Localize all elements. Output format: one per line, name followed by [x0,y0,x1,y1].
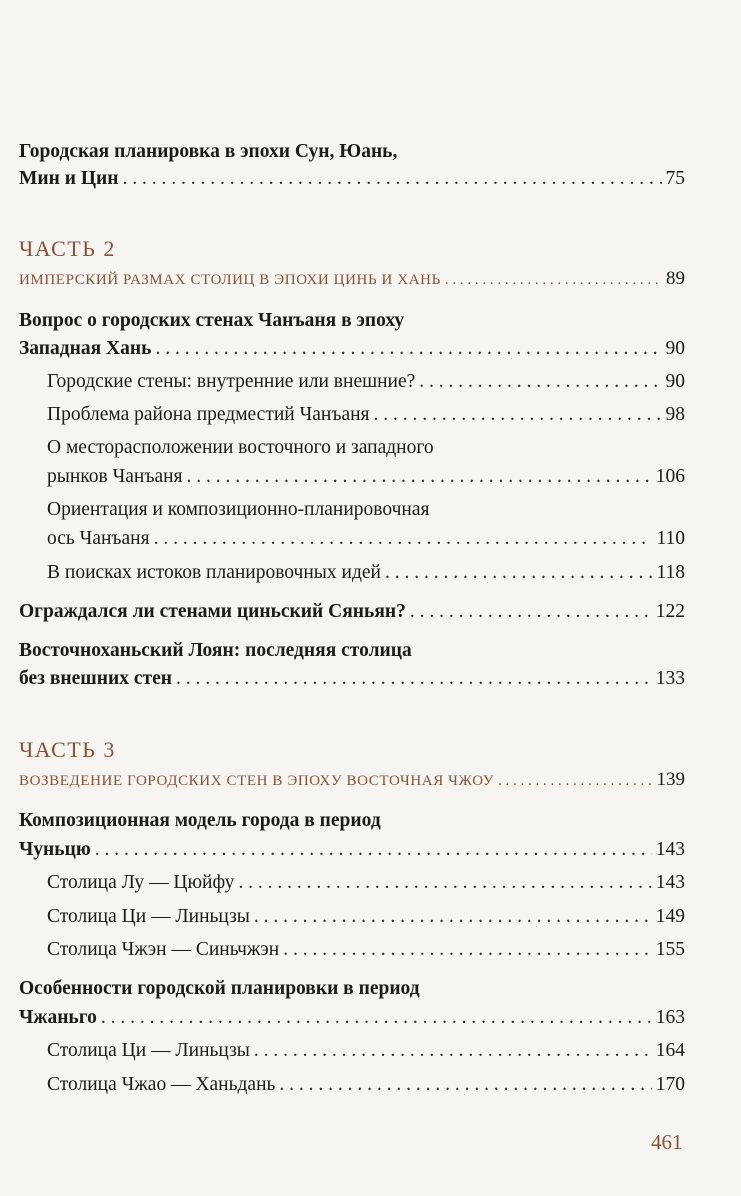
dot-leader [155,337,661,361]
part-title-row [19,268,685,290]
dot-leader [176,667,652,691]
toc-entry-line [19,309,685,333]
toc-entry-title: Ограждался ли стенами циньский Сяньян? [19,601,406,622]
toc-entry-title: Западная Хань [19,338,152,359]
toc-entry-title: Столица Ци — Линьцзы [47,1040,250,1061]
toc-page-number: 75 [665,168,685,189]
toc-entry-line [47,498,685,522]
toc-page-number: 149 [655,906,685,927]
toc-entry-line [19,809,685,833]
toc-page-number: 143 [655,839,685,860]
toc-entry-line [47,938,685,962]
toc-entry-title: ось Чанъаня [47,528,150,549]
toc-entry-title: Особенности городской планировки в период [19,978,420,999]
part-title: ИМПЕРСКИЙ РАЗМАХ СТОЛИЦ В ЭПОХИ ЦИНЬ И ХАНЬ [19,272,441,288]
dot-leader [385,561,653,585]
toc-entry-title: Восточноханьский Лоян: последняя столица [19,640,412,661]
dot-leader [238,871,651,895]
toc-entry-line [19,600,685,624]
toc-page-number: 89 [666,268,685,289]
dot-leader [254,1039,652,1063]
toc-entry-line [47,871,685,895]
toc-entry-title: рынков Чанъаня [47,466,183,487]
toc-entry-line [19,977,685,1001]
toc-entry-title: Городская планировка в эпохи Сун, Юань, [19,141,398,162]
toc-entry-line [19,140,685,164]
toc-page-number: 118 [656,562,685,583]
toc-entry-title: О месторасположении восточного и западного [47,437,434,458]
toc-entry-line [47,1039,685,1063]
toc-entry-title: Столица Лу — Цюйфу [47,872,235,893]
toc-entry-line [47,465,685,489]
part-title: ВОЗВЕДЕНИЕ ГОРОДСКИХ СТЕН В ЭПОХУ ВОСТОЧНАЯ ЧЖОУ [19,773,494,789]
toc-page-number: 90 [665,338,685,359]
toc-page-number: 139 [656,769,685,790]
dot-leader [498,773,653,790]
dot-leader [95,838,652,862]
toc-page-number: 164 [655,1040,685,1061]
dot-leader [254,905,652,929]
toc-entry-title: Столица Ци — Линьцзы [47,906,250,927]
toc-entry-title: без внешних стен [19,668,172,689]
toc-entry-title: Столица Чжао — Ханьдань [47,1074,276,1095]
toc-page-number: 163 [655,1007,685,1028]
toc-entry-title: Ориентация и композиционно-планировочная [47,499,430,520]
toc-entry-title: Вопрос о городских стенах Чанъаня в эпоху [19,310,405,331]
toc-entry-line [19,337,685,361]
part-label: ЧАСТЬ 2 [19,236,116,261]
toc-entry-line [47,561,685,585]
toc-entry-title: Чуньцю [19,839,91,860]
toc-page-number: 133 [655,668,685,689]
toc-entry-title: Композиционная модель города в период [19,810,381,831]
toc-page-number: 143 [655,872,685,893]
dot-leader [187,465,652,489]
dot-leader [445,272,662,289]
toc-page-number: 90 [665,371,685,392]
toc-entry-line [19,838,685,862]
dot-leader [374,403,662,427]
dot-leader [123,167,662,191]
dot-leader [419,370,661,394]
toc-entry-title: Мин и Цин [19,168,119,189]
dot-leader [283,938,652,962]
toc-entry-line [47,436,685,460]
toc-entry-line [47,1073,685,1097]
toc-page-number: 98 [665,404,685,425]
toc-entry-line [19,667,685,691]
toc-entry-line [19,1006,685,1030]
toc-entry-line [47,370,685,394]
dot-leader [101,1006,652,1030]
toc-page-number: 106 [655,466,685,487]
toc-entry-title: Чжаньго [19,1007,97,1028]
dot-leader [154,527,653,551]
toc-entry-line [19,167,685,191]
toc-entry-line [47,527,685,551]
part-title-row [19,769,685,791]
toc-entry-title: Столица Чжэн — Синьчжэн [47,939,280,960]
toc-page-number: 170 [655,1074,685,1095]
folio-page-number: 461 [651,1130,683,1154]
toc-page-number: 155 [655,939,685,960]
dot-leader [279,1073,651,1097]
toc-page-number: 122 [655,601,685,622]
toc-entry-title: Городские стены: внутренние или внешние? [47,371,416,392]
toc-entry-title: Проблема района предместий Чанъаня [47,404,370,425]
toc-entry-line [47,905,685,929]
toc-entry-line [47,403,685,427]
toc-page-number: 110 [656,528,685,549]
dot-leader [410,600,652,624]
toc-entry-line [19,639,685,663]
toc-entry-title: В поисках истоков планировочных идей [47,562,381,583]
part-label: ЧАСТЬ 3 [19,737,116,762]
